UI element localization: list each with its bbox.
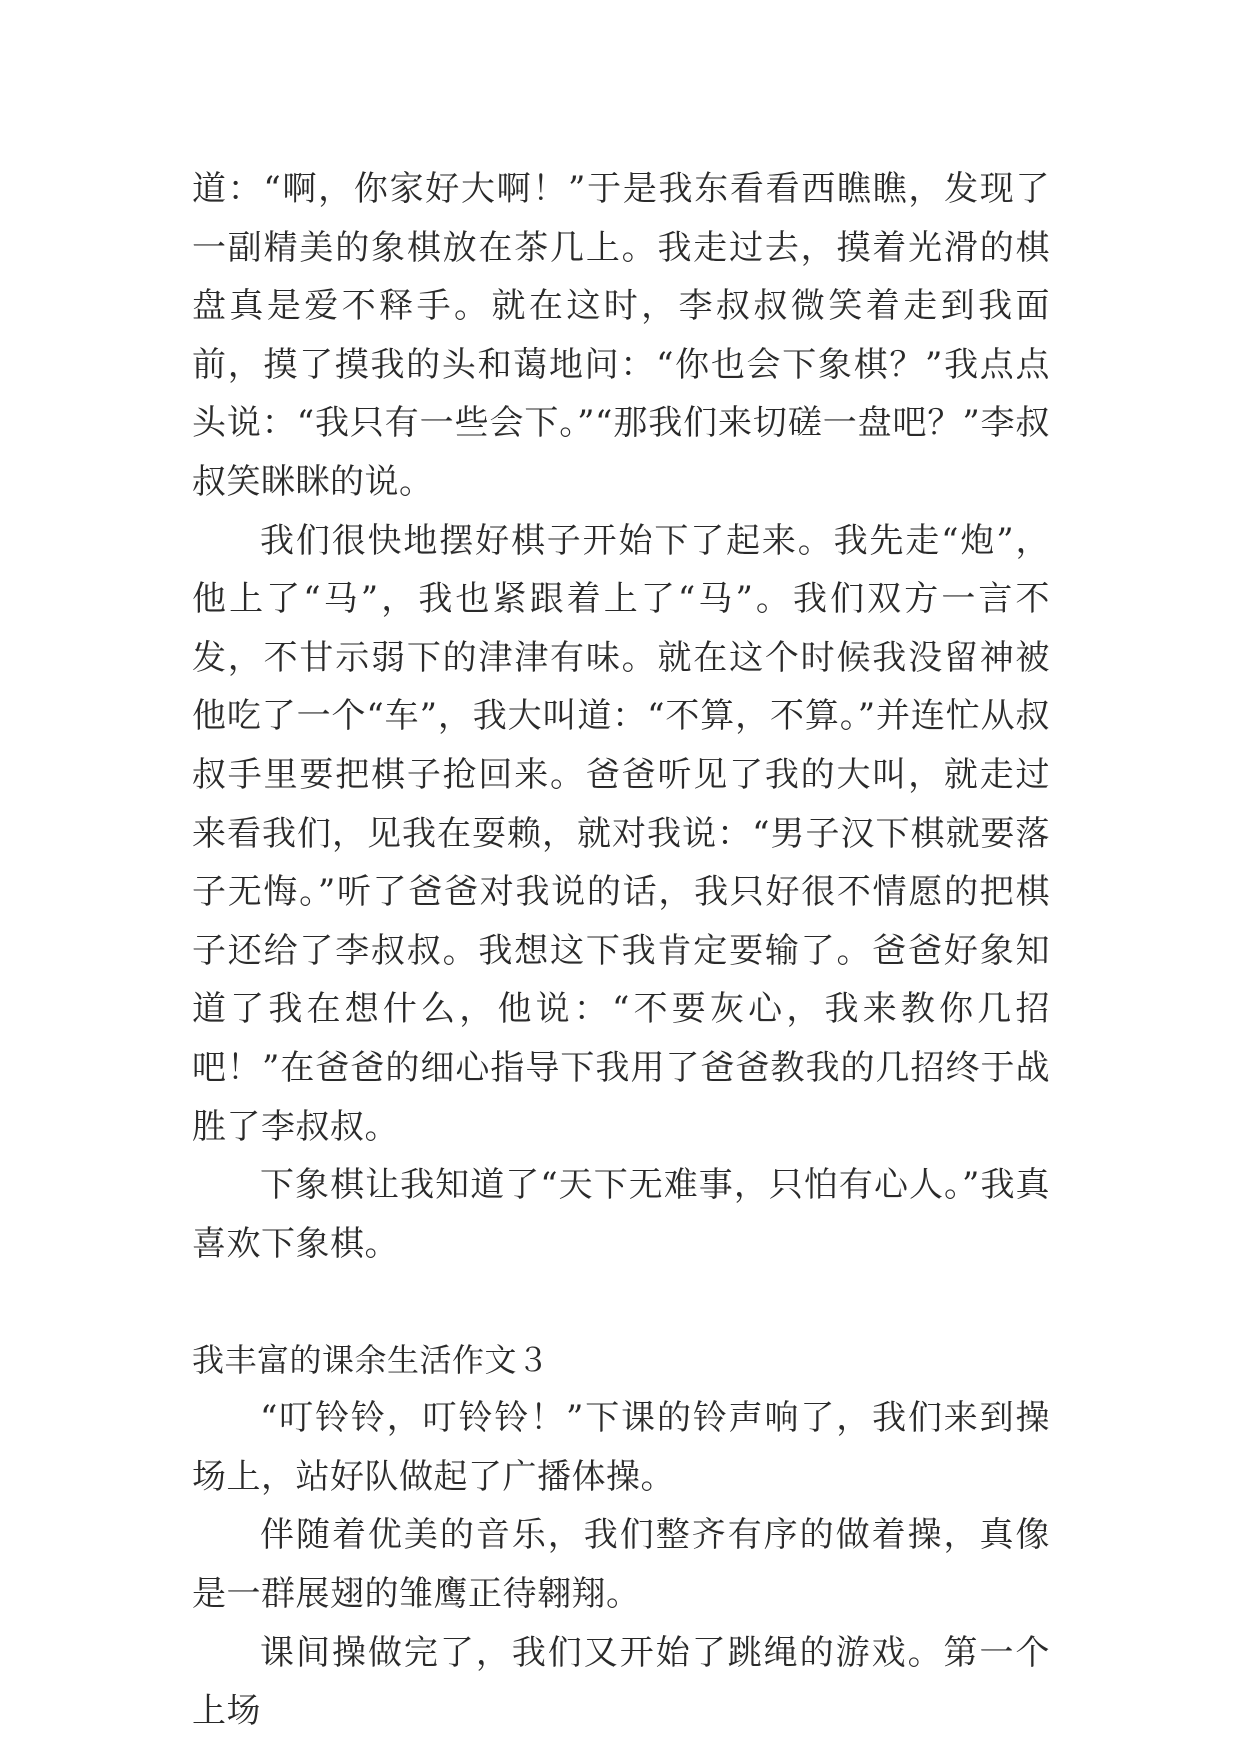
paragraph-exercise: 伴随着优美的音乐，我们整齐有序的做着操，真像是一群展翅的雏鹰正待翱翔。 xyxy=(192,1515,1050,1615)
document-body xyxy=(192,160,1050,1741)
section-gap xyxy=(192,1273,1050,1331)
paragraph-continuation: 道：“啊，你家好大啊！”于是我东看看西瞧瞧，发现了一副精美的象棋放在茶几上。我走过去，摸着光滑的棋盘真是爱不释手。就在这时，李叔叔微笑着走到我面前，摸了摸我的头和蔼地问：“你也会下象棋？”我点点头说：“我只有一些会下。”“那我们来切磋一盘吧？”李叔叔笑眯眯的说。 xyxy=(192,169,1050,502)
paragraph-rope-skipping: 课间操做完了，我们又开始了跳绳的游戏。第一个上场 xyxy=(192,1632,1050,1732)
paragraph-bell: “叮铃铃，叮铃铃！”下课的铃声响了，我们来到操场上，站好队做起了广播体操。 xyxy=(192,1398,1050,1497)
paragraph-chess-conclusion: 下象棋让我知道了“天下无难事，只怕有心人。”我真喜欢下象棋。 xyxy=(192,1165,1050,1264)
section-heading: 我丰富的课余生活作文３ xyxy=(192,1341,550,1380)
paragraph-chess-game: 我们很快地摆好棋子开始下了起来。我先走“炮”，他上了“马”，我也紧跟着上了“马”。我们双方一言不发，不甘示弱下的津津有味。就在这个时候我没留神被他吃了一个“车”，我大叫道：“不算，不算。”并连忙从叔叔手里要把棋子抢回来。爸爸听见了我的大叫，就走过来看我们，见我在耍赖，就对我说：“男子汉下棋就要落子无悔。”听了爸爸对我说的话，我只好很不情愿的把棋子还给了李叔叔。我想这下我肯定要输了。爸爸好象知道了我在想什么，他说：“不要灰心，我来教你几招吧！”在爸爸的细心指导下我用了爸爸教我的几招终于战胜了李叔叔。 xyxy=(192,520,1050,1147)
